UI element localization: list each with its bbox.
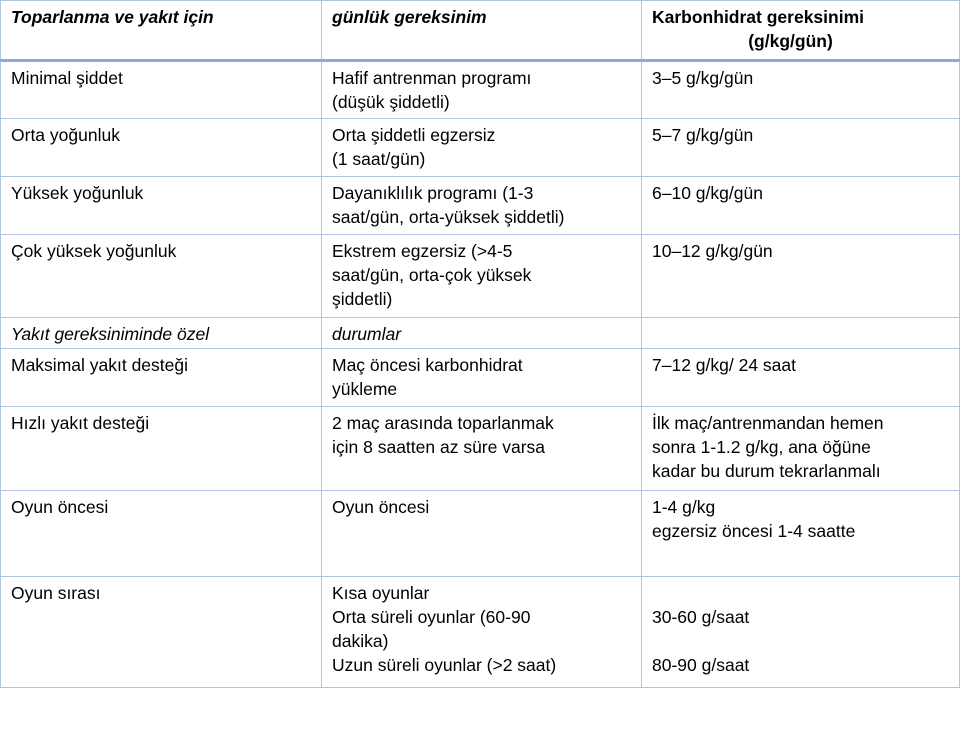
row-description-line: Orta şiddetli egzersiz — [332, 125, 496, 145]
row-value-line: 80-90 g/saat — [652, 655, 750, 675]
row-value — [642, 491, 960, 577]
row-description-line: yükleme — [332, 379, 398, 399]
header-col-3 — [642, 1, 960, 61]
row-value-line: 10–12 g/kg/gün — [652, 241, 773, 261]
row-description — [322, 491, 642, 577]
section-empty-cell — [642, 318, 960, 349]
section-title-part-2: durumlar — [322, 318, 642, 349]
row-description-line: Kısa oyunlar — [332, 583, 430, 603]
row-value — [642, 177, 960, 235]
row-value-line: 1-4 g/kg — [652, 497, 716, 517]
row-description — [322, 235, 642, 318]
row-value — [642, 577, 960, 688]
row-description-line: Ekstrem egzersiz (>4-5 — [332, 241, 513, 261]
table-row-during-game — [1, 577, 960, 688]
row-value-spacer — [652, 629, 949, 653]
header-col-2: günlük gereksinim — [322, 1, 642, 61]
row-value-line: İlk maç/antrenmandan hemen — [652, 413, 884, 433]
row-value — [642, 119, 960, 177]
row-description — [322, 119, 642, 177]
row-description-line: (düşük şiddetli) — [332, 92, 450, 112]
row-description-line: 2 maç arasında toparlanmak — [332, 413, 554, 433]
row-label: Orta yoğunluk — [1, 119, 322, 177]
header-col-3-line-1: Karbonhidrat gereksinimi — [652, 7, 864, 27]
row-description-line: saat/gün, orta-yüksek şiddetli) — [332, 207, 565, 227]
row-description — [322, 61, 642, 119]
row-description-line: (1 saat/gün) — [332, 149, 426, 169]
row-value-line: 7–12 g/kg/ 24 saat — [652, 355, 796, 375]
section-header-row — [1, 318, 960, 349]
row-value — [642, 61, 960, 119]
header-row — [1, 1, 960, 61]
row-value — [642, 349, 960, 407]
row-label: Çok yüksek yoğunluk — [1, 235, 322, 318]
row-description-line: dakika) — [332, 631, 389, 651]
table-row-max-fuel — [1, 349, 960, 407]
row-description-line: Hafif antrenman programı — [332, 68, 532, 88]
row-description-line: Dayanıklılık programı (1-3 — [332, 183, 534, 203]
row-value-line: 5–7 g/kg/gün — [652, 125, 754, 145]
row-description-line: için 8 saatten az süre varsa — [332, 437, 546, 457]
row-label: Oyun öncesi — [1, 491, 322, 577]
row-description — [322, 177, 642, 235]
row-description-line: şiddetli) — [332, 289, 393, 309]
row-label: Hızlı yakıt desteği — [1, 407, 322, 491]
table-row-minimal — [1, 61, 960, 119]
row-value — [642, 235, 960, 318]
row-value-line: 3–5 g/kg/gün — [652, 68, 754, 88]
row-value-line: 30-60 g/saat — [652, 607, 750, 627]
table-row-pre-game — [1, 491, 960, 577]
row-description-line: saat/gün, orta-çok yüksek — [332, 265, 532, 285]
row-value — [642, 407, 960, 491]
header-col-3-line-2: (g/kg/gün) — [748, 31, 833, 51]
row-description — [322, 407, 642, 491]
row-value-spacer — [652, 581, 949, 605]
table-row-high — [1, 177, 960, 235]
row-value-line: kadar bu durum tekrarlanmalı — [652, 461, 881, 481]
row-value-line: egzersiz öncesi 1-4 saatte — [652, 521, 856, 541]
table-row-moderate — [1, 119, 960, 177]
row-description-line: Uzun süreli oyunlar (>2 saat) — [332, 655, 557, 675]
row-description-line: Oyun öncesi — [332, 497, 430, 517]
row-description-line: Orta süreli oyunlar (60-90 — [332, 607, 531, 627]
row-label: Yüksek yoğunluk — [1, 177, 322, 235]
table-row-very-high — [1, 235, 960, 318]
row-label: Minimal şiddet — [1, 61, 322, 119]
header-col-1: Toparlanma ve yakıt için — [1, 1, 322, 61]
table-row-rapid-fuel — [1, 407, 960, 491]
row-label: Maksimal yakıt desteği — [1, 349, 322, 407]
row-label: Oyun sırası — [1, 577, 322, 688]
row-description — [322, 349, 642, 407]
row-description — [322, 577, 642, 688]
row-value-line: sonra 1-1.2 g/kg, ana öğüne — [652, 437, 871, 457]
row-description-line: Maç öncesi karbonhidrat — [332, 355, 523, 375]
section-title-part-1: Yakıt gereksiniminde özel — [1, 318, 322, 349]
row-value-line: 6–10 g/kg/gün — [652, 183, 763, 203]
